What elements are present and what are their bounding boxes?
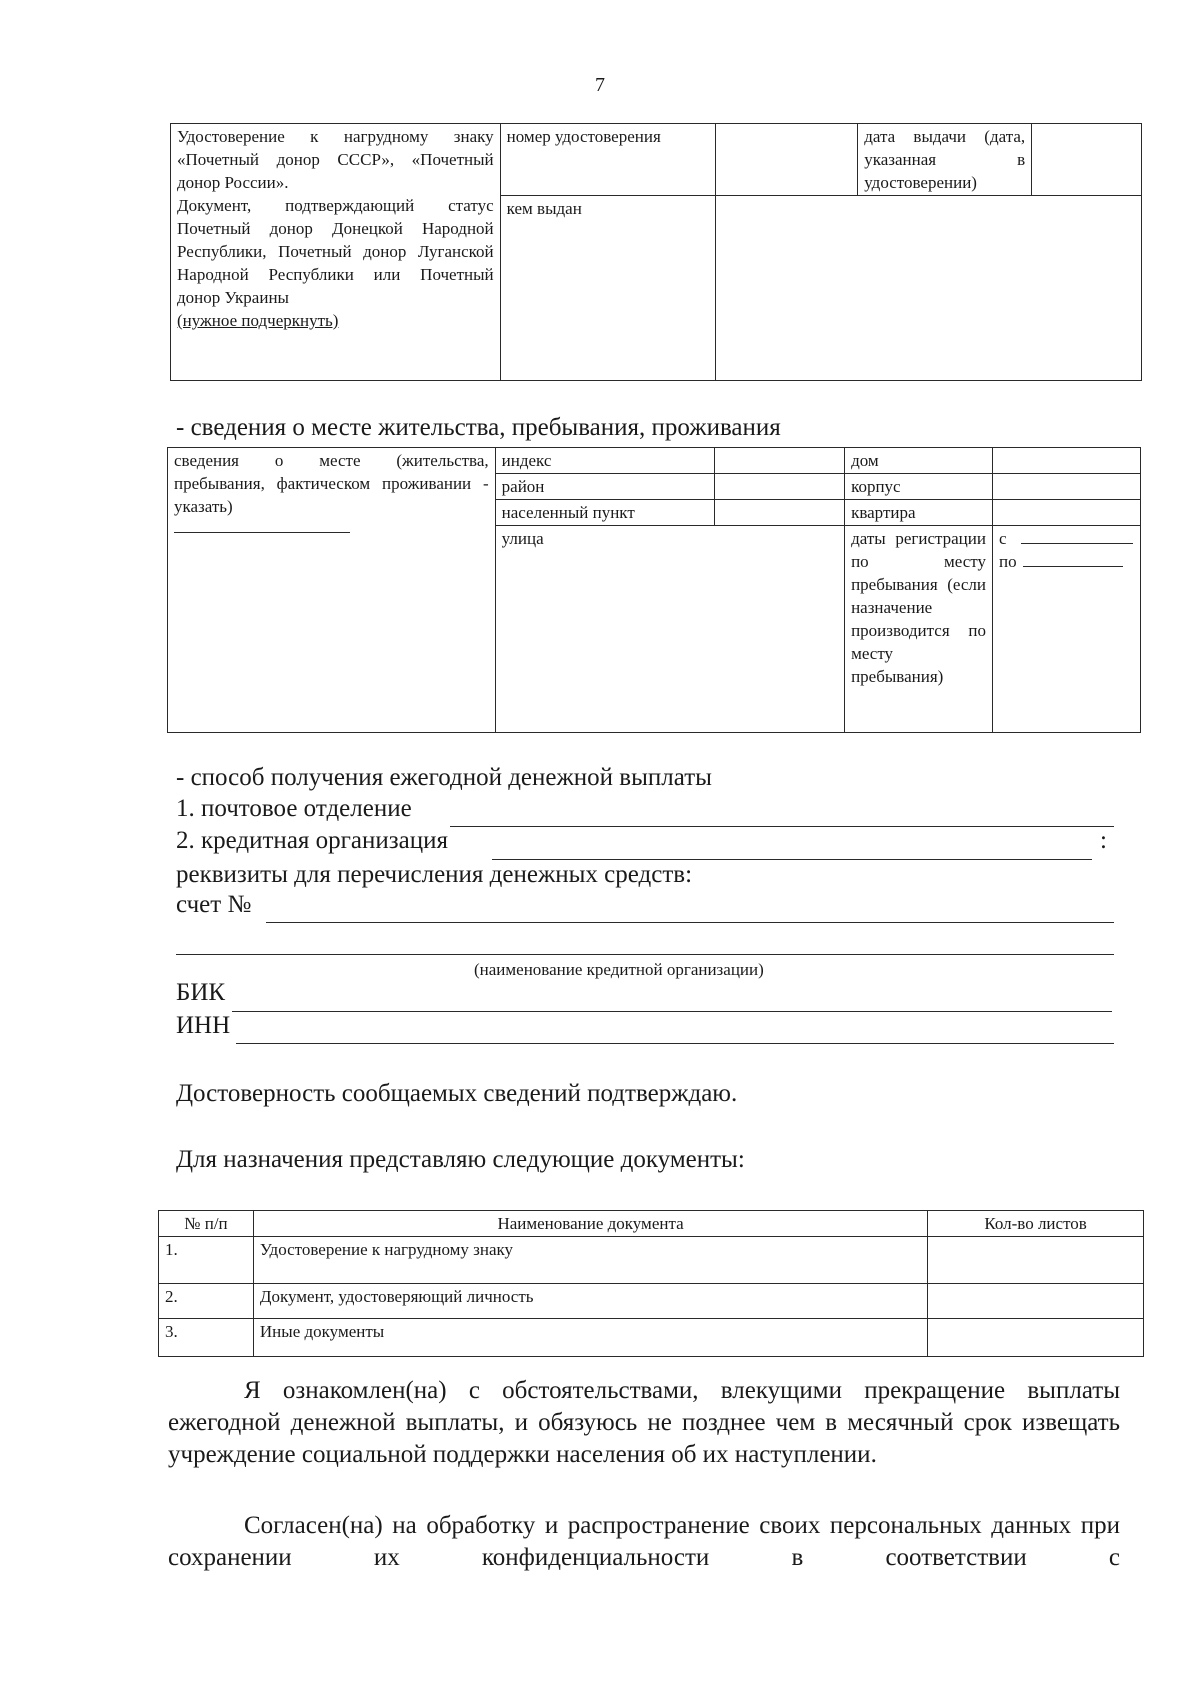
table-row (159, 1284, 1144, 1319)
requisites-label: реквизиты для перечисления денежных средств: (176, 861, 693, 888)
header-number: № п/п (159, 1211, 254, 1237)
header-sheet-count: Кол-во листов (928, 1211, 1144, 1237)
locality-label: населенный пункт (495, 500, 715, 526)
house-label: дом (845, 448, 993, 474)
table-row (159, 1319, 1144, 1357)
bik-label: БИК (176, 979, 226, 1006)
street-cell[interactable] (495, 526, 844, 733)
bank-name-blank[interactable] (176, 954, 1114, 955)
bik-blank[interactable] (232, 1011, 1112, 1012)
date-from-blank[interactable] (1021, 543, 1133, 544)
issued-by-field[interactable] (716, 196, 1142, 381)
apartment-label: квартира (845, 500, 993, 526)
acknowledgement-paragraph: Я ознакомлен(на) с обстоятельствами, влекущими прекращение выплаты ежегодной денежной выплаты, и обязуюсь не позднее чем в месячный срок извещать учреждение социальной поддержки населения об их наступлении. (168, 1377, 1120, 1468)
row-number: 2. (159, 1284, 254, 1319)
inn-label: ИНН (176, 1012, 231, 1039)
certificate-text-1: Удостоверение к нагрудному знаку «Почетный донор СССР», «Почетный донор России». (177, 127, 494, 192)
header-document-name: Наименование документа (253, 1211, 927, 1237)
row-document-name: Иные документы (253, 1319, 927, 1357)
certificate-text-2: Документ, подтверждающий статус Почетный донор Донецкой Народной Республики, Почетный донор Луганской Народной Республики или Почетный донор Украины (177, 196, 494, 307)
registration-label: даты регистрации по месту пребывания (если назначение производится по месту пребывания) (845, 526, 993, 733)
confirmation-text: Достоверность сообщаемых сведений подтверждаю. (176, 1080, 738, 1107)
house-field[interactable] (992, 448, 1140, 474)
locality-field[interactable] (715, 500, 845, 526)
certificate-note: (нужное подчеркнуть) (177, 311, 339, 330)
documents-table (158, 1210, 1144, 1357)
account-blank[interactable] (266, 922, 1114, 923)
inn-blank[interactable] (236, 1043, 1114, 1044)
row-number: 1. (159, 1237, 254, 1284)
row-sheet-count[interactable] (928, 1237, 1144, 1284)
apartment-field[interactable] (992, 500, 1140, 526)
postal-office-blank[interactable] (450, 826, 1114, 827)
from-label: с (998, 529, 1007, 548)
issued-by-label: кем выдан (500, 196, 716, 381)
building-label: корпус (845, 474, 993, 500)
residence-left-cell (168, 448, 496, 733)
option-postal-label: 1. почтовое отделение (176, 795, 412, 822)
row-number: 3. (159, 1319, 254, 1357)
row-sheet-count[interactable] (928, 1319, 1144, 1357)
residence-left-blank[interactable] (174, 532, 350, 533)
bank-organization-blank[interactable] (492, 859, 1092, 860)
table-row (159, 1237, 1144, 1284)
certificate-table (170, 123, 1142, 381)
building-field[interactable] (992, 474, 1140, 500)
bank-colon: : (1100, 827, 1107, 854)
date-to-blank[interactable] (1023, 566, 1123, 567)
index-field[interactable] (715, 448, 845, 474)
row-document-name: Документ, удостоверяющий личность (253, 1284, 927, 1319)
district-field[interactable] (715, 474, 845, 500)
payment-heading: - способ получения ежегодной денежной выплаты (176, 764, 712, 791)
to-label: по (998, 552, 1017, 571)
issue-date-field[interactable] (1032, 124, 1142, 196)
registration-dates-cell (992, 526, 1140, 733)
residence-table (167, 447, 1141, 733)
row-sheet-count[interactable] (928, 1284, 1144, 1319)
residence-left-text: сведения о месте (жительства, пребывания, фактическом проживании - указать) (174, 451, 489, 516)
row-document-name: Удостоверение к нагрудному знаку (253, 1237, 927, 1284)
certificate-document-cell (171, 124, 501, 381)
bank-name-caption: (наименование кредитной организации) (474, 960, 764, 979)
residence-heading: - сведения о месте жительства, пребывания, проживания (176, 414, 781, 441)
certificate-number-field[interactable] (716, 124, 858, 196)
certificate-number-label: номер удостоверения (500, 124, 716, 196)
consent-paragraph: Согласен(на) на обработку и распространение своих персональных данных при сохранении их конфиденциальности в соответствии с (168, 1512, 1120, 1571)
documents-intro: Для назначения представляю следующие документы: (176, 1146, 745, 1173)
page-number: 7 (595, 74, 605, 96)
option-bank-label: 2. кредитная организация (176, 827, 448, 854)
street-label: улица (501, 529, 544, 548)
district-label: район (495, 474, 715, 500)
index-label: индекс (495, 448, 715, 474)
issue-date-label: дата выдачи (дата, указанная в удостоверении) (858, 124, 1032, 196)
account-label: счет № (176, 891, 252, 918)
